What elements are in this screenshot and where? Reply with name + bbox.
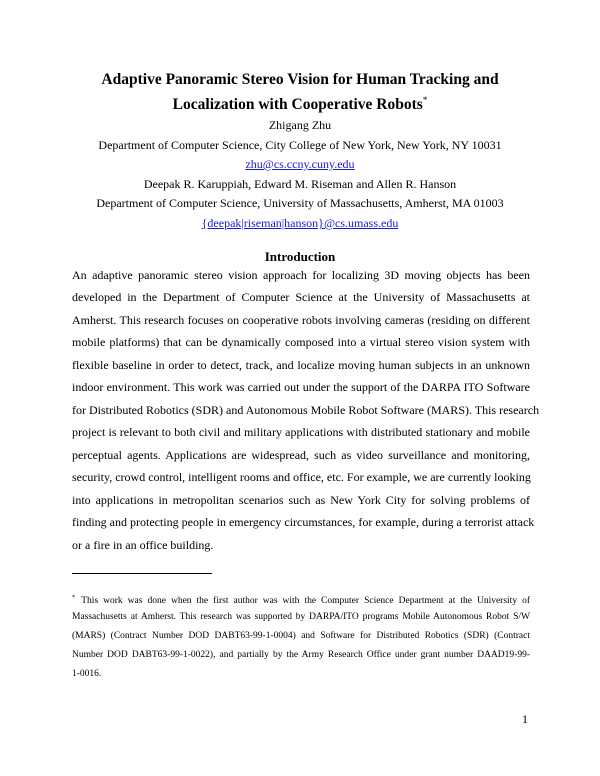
body-line: perceptual agents. Applications are widespread, such as video surveillance and monitoring, bbox=[72, 448, 530, 462]
body-line: mobile platforms) that can be dynamically composed into a virtual stereo vision system with bbox=[72, 335, 530, 349]
title-footnote-mark: * bbox=[422, 95, 428, 105]
body-line: security, crowd control, intelligent rooms and office, etc. For example, we are currently looking bbox=[72, 470, 531, 484]
footnote-line: Number DOD DABT63-99-1-0022), and partially by the Army Research Office under grant number DAAD19-99- bbox=[72, 650, 530, 660]
footnote-mark: * bbox=[72, 594, 76, 601]
footnote-separator bbox=[72, 573, 212, 574]
footnote-line: 1-0016. bbox=[72, 669, 102, 679]
body-line: for Distributed Robotics (SDR) and Autonomous Mobile Robot Software (MARS). This research bbox=[72, 403, 540, 417]
authors-2: Deepak R. Karuppiah, Edward M. Riseman and Allen R. Hanson bbox=[143, 177, 457, 191]
footnote-line: (MARS) (Contract Number DOD DABT63-99-1-0004) and Software for Distributed Robotics (SDR) (Contract bbox=[72, 631, 530, 641]
body-line: or a fire in an office building. bbox=[72, 538, 214, 552]
footnote-line-1-text: This work was done when the first author was with the Computer Science Department at the University of bbox=[81, 596, 530, 607]
email-1-link[interactable]: zhu@cs.ccny.cuny.edu bbox=[245, 157, 355, 171]
email-2-link[interactable]: {deepak|riseman|hanson}@cs.umass.edu bbox=[201, 216, 399, 230]
title-line-1: Adaptive Panoramic Stereo Vision for Human Tracking and bbox=[101, 71, 499, 88]
title-line-2-text: Localization with Cooperative Robots bbox=[172, 96, 423, 114]
author-1: Zhigang Zhu bbox=[268, 118, 332, 132]
body-line: developed in the Department of Computer Science at the University of Massachusetts at bbox=[72, 290, 530, 304]
affiliation-2: Department of Computer Science, University of Massachusetts, Amherst, MA 01003 bbox=[96, 196, 504, 210]
body-line: Amherst. This research focuses on cooperative robots involving cameras (residing on different bbox=[72, 313, 530, 327]
paper-title bbox=[60, 70, 540, 115]
section-heading-introduction: Introduction bbox=[264, 249, 336, 264]
email-1-row bbox=[40, 157, 560, 171]
page-number: 1 bbox=[522, 712, 528, 726]
body-line: project is relevant to both civil and military applications with distributed stationary and mobile bbox=[72, 425, 530, 439]
body-line: finding and protecting people in emergency circumstances, for example, during a terrorist attack bbox=[72, 515, 535, 529]
title-line-2 bbox=[60, 90, 540, 115]
footnote-line: Massachusetts at Amherst. This research was supported by DARPA/ITO programs Mobile Autonomous Robot S/W bbox=[72, 612, 530, 622]
body-line: indoor environment. This work was carried out under the support of the DARPA ITO Software bbox=[72, 380, 530, 394]
body-line: An adaptive panoramic stereo vision approach for localizing 3D moving objects has been bbox=[72, 268, 530, 282]
body-line: flexible baseline in order to detect, track, and localize moving human subjects in an unknown bbox=[72, 358, 530, 372]
affiliation-1: Department of Computer Science, City College of New York, New York, NY 10031 bbox=[98, 138, 502, 152]
email-2-row bbox=[40, 216, 560, 230]
footnote-line-1 bbox=[72, 592, 530, 607]
body-line: into applications in metropolitan scenarios such as New York City for solving problems of bbox=[72, 493, 530, 507]
